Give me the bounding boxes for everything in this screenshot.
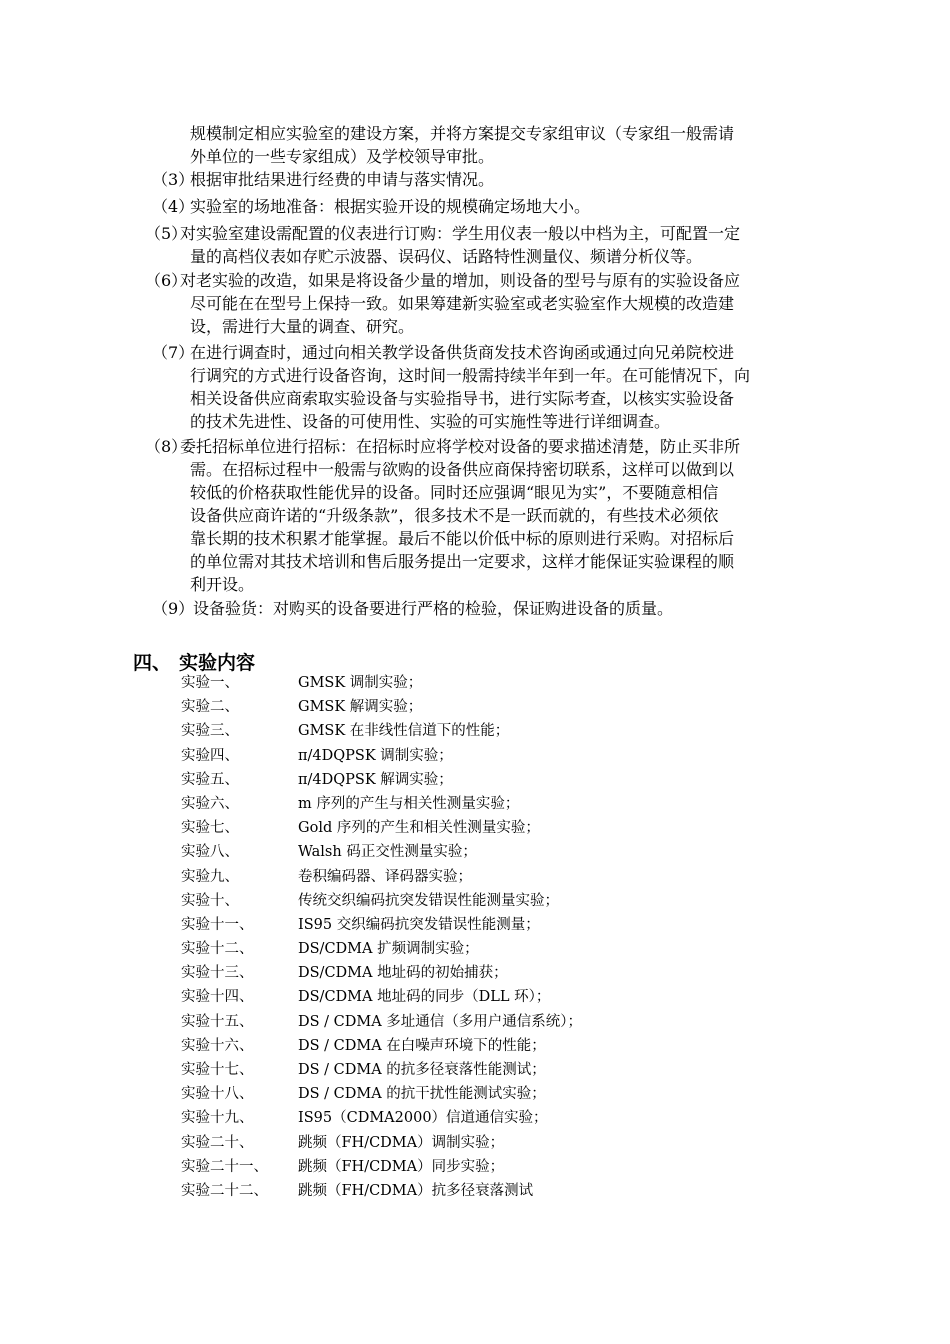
experiment-title: IS95（CDMA2000）信道通信实验； (298, 1110, 548, 1127)
paragraph-line: 较低的价格获取性能优异的设备。同时还应强调“眼见为实”，不要随意相信 (190, 483, 719, 502)
paragraph-line: 量的高档仪表如存贮示波器、误码仪、话路特性测量仪、频谱分析仪等。 (190, 247, 703, 266)
experiment-title: DS/CDMA 地址码的同步（DLL 环）； (298, 989, 551, 1006)
step-number: （8） (145, 437, 188, 456)
paragraph-line: 相关设备供应商索取实验设备与实验指导书，进行实际考查，以核实实验设备 (190, 389, 735, 408)
experiment-label: 实验二、 (181, 699, 239, 716)
step-8 (145, 435, 741, 596)
experiment-label: 实验十三、 (181, 965, 254, 982)
paragraph-line: 尽可能在在型号上保持一致。如果筹建新实验室或老实验室作大规模的改造建 (190, 294, 735, 313)
experiment-title: π/4DQPSK 调制实验； (298, 747, 453, 764)
experiment-title: DS / CDMA 多址通信（多用户通信系统）； (298, 1013, 583, 1030)
experiment-title: m 序列的产生与相关性测量实验； (298, 795, 520, 812)
experiment-title: 跳频（FH/CDMA）抗多径衰落测试 (298, 1182, 534, 1199)
experiment-label: 实验三、 (181, 723, 239, 740)
experiment-label: 实验一、 (181, 675, 239, 691)
paragraph-line: 设备验货：对购买的设备要进行严格的检验，保证购进设备的质量。 (193, 599, 674, 618)
paragraph-line: 规模制定相应实验室的建设方案，并将方案提交专家组审议（专家组一般需请 (190, 124, 735, 143)
experiment-title: IS95 交织编码抗突发错误性能测量； (298, 916, 540, 933)
section-number: 四、 (133, 652, 172, 674)
experiment-title: Gold 序列的产生和相关性测量实验； (298, 820, 540, 837)
experiment-label: 实验十、 (181, 892, 239, 909)
experiment-label: 实验九、 (181, 868, 239, 885)
intro-paragraph (190, 122, 734, 168)
experiment-label: 实验十七、 (181, 1062, 254, 1078)
experiment-label: 实验二十二、 (181, 1182, 268, 1199)
experiment-title: DS/CDMA 扩频调制实验； (298, 941, 479, 958)
step-7 (152, 341, 751, 433)
paragraph-line: 实验室的场地准备：根据实验开设的规模确定场地大小。 (190, 197, 591, 216)
experiment-label: 实验五、 (181, 771, 239, 788)
step-number: （4） (152, 197, 195, 216)
paragraph-line: 委托招标单位进行招标：在招标时应将学校对设备的要求描述清楚，防止买非所 (180, 437, 741, 456)
experiment-title: 传统交织编码抗突发错误性能测量实验； (298, 892, 559, 909)
paragraph-line: 需。在招标过程中一般需与欲购的设备供应商保持密切联系，这样可以做到以 (190, 460, 735, 479)
paragraph-line: 利开设。 (190, 575, 255, 594)
paragraph-line: 的技术先进性、设备的可使用性、实验的可实施性等进行详细调查。 (190, 412, 671, 431)
experiment-label: 实验十一、 (181, 916, 254, 933)
step-number: （5） (145, 224, 188, 243)
paragraph-line: 行调究的方式进行设备咨询，这时间一般需持续半年到一年。在可能情况下，向 (190, 366, 751, 385)
step-number: （3） (152, 170, 195, 189)
experiment-label: 实验十二、 (181, 941, 254, 958)
paragraph-line: 对实验室建设需配置的仪表进行订购：学生用仪表一般以中档为主，可配置一定 (180, 224, 741, 243)
experiment-label: 实验十九、 (181, 1110, 254, 1127)
step-6 (145, 269, 741, 338)
paragraph-line: 在进行调查时，通过向相关教学设备供货商发技术咨询函或通过向兄弟院校进 (190, 343, 735, 362)
step-5 (145, 222, 741, 268)
experiment-label: 实验六、 (181, 795, 239, 812)
experiment-title: GMSK 解调实验； (298, 699, 423, 716)
experiment-title: GMSK 在非线性信道下的性能； (298, 723, 510, 740)
step-number: （7） (152, 343, 195, 362)
experiment-title: DS/CDMA 地址码的初始捕获； (298, 965, 508, 982)
experiment-label: 实验二十一、 (181, 1158, 268, 1175)
paragraph-line: 外单位的一些专家组成）及学校领导审批。 (190, 147, 495, 166)
experiment-label: 实验十六、 (181, 1037, 254, 1054)
experiment-title: DS / CDMA 在白噪声环境下的性能； (298, 1037, 546, 1054)
experiment-title: DS / CDMA 的抗干扰性能测试实验； (298, 1086, 546, 1103)
paragraph-line: 设，需进行大量的调查、研究。 (190, 317, 415, 336)
experiment-label: 实验十八、 (181, 1086, 254, 1103)
section-title: 实验内容 (179, 652, 256, 674)
experiment-title: GMSK 调制实验； (298, 675, 423, 691)
paragraph-line: 设备供应商许诺的“升级条款”，很多技术不是一跃而就的，有些技术必须依 (190, 506, 719, 525)
step-9 (152, 597, 674, 620)
step-number: （9） (152, 599, 195, 618)
step-number: （6） (145, 271, 188, 290)
experiment-label: 实验四、 (181, 747, 239, 764)
step-4 (152, 195, 591, 218)
experiment-title: 卷积编码器、译码器实验； (298, 868, 472, 885)
experiment-label: 实验二十、 (181, 1134, 254, 1151)
paragraph-line: 根据审批结果进行经费的申请与落实情况。 (190, 170, 495, 189)
experiment-label: 实验十四、 (181, 989, 254, 1006)
experiment-label: 实验十五、 (181, 1013, 254, 1030)
paragraph-line: 的单位需对其技术培训和售后服务提出一定要求，这样才能保证实验课程的顺 (190, 552, 735, 571)
experiment-title: Walsh 码正交性测量实验； (298, 844, 477, 861)
experiment-label: 实验八、 (181, 844, 239, 861)
experiment-title: π/4DQPSK 解调实验； (298, 771, 453, 788)
experiment-title: 跳频（FH/CDMA）同步实验； (298, 1158, 505, 1175)
experiment-title: 跳频（FH/CDMA）调制实验； (298, 1134, 505, 1151)
experiment-title: DS / CDMA 的抗多径衰落性能测试； (298, 1062, 546, 1078)
paragraph-line: 对老实验的改造，如果是将设备少量的增加，则设备的型号与原有的实验设备应 (180, 271, 741, 290)
paragraph-line: 靠长期的技术积累才能掌握。最后不能以价低中标的原则进行采购。对招标后 (190, 529, 735, 548)
experiment-label: 实验七、 (181, 820, 239, 837)
step-3 (152, 168, 495, 191)
